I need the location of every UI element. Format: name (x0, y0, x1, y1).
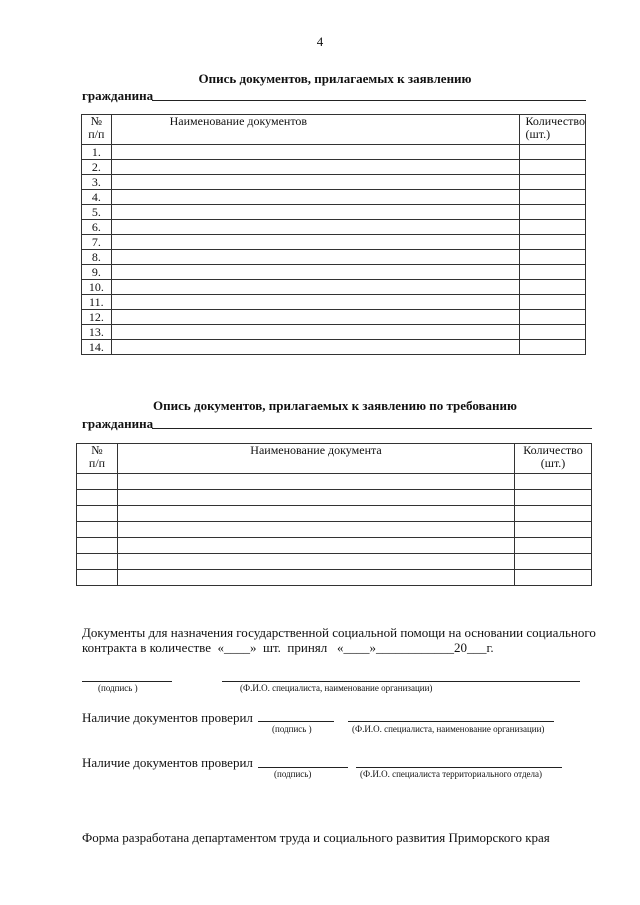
list1-table (81, 114, 586, 355)
list1-row-qty-cell[interactable] (519, 160, 585, 175)
list1-row-number: 11. (82, 295, 112, 310)
list1-row (82, 250, 586, 265)
check1-signature-caption: (подпись ) (272, 724, 312, 734)
list1-row-number: 1. (82, 145, 112, 160)
list2-header-qty: Количество (шт.) (515, 444, 592, 474)
list2-header-name: Наименование документа (118, 444, 515, 474)
list1-row-name-cell[interactable] (111, 205, 519, 220)
list1-row-name-cell[interactable] (111, 220, 519, 235)
list1-row-qty-cell[interactable] (519, 235, 585, 250)
list1-row-qty-cell[interactable] (519, 280, 585, 295)
acceptance-name-line (222, 680, 580, 682)
list1-row-name-cell[interactable] (111, 235, 519, 250)
list1-row-qty-cell[interactable] (519, 220, 585, 235)
check1-name-caption: (Ф.И.О. специалиста, наименование организации) (352, 724, 545, 734)
page-number: 4 (316, 34, 324, 49)
list1-row-name-cell[interactable] (111, 280, 519, 295)
list2-row-num-cell[interactable] (77, 554, 118, 570)
list2-row-num-cell[interactable] (77, 570, 118, 586)
list2-row-qty-cell[interactable] (515, 490, 592, 506)
list2-citizen-label: гражданина (82, 416, 154, 431)
check2-signature-caption: (подпись) (274, 769, 312, 779)
list1-row-qty-cell[interactable] (519, 325, 585, 340)
list2-row-num-cell[interactable] (77, 490, 118, 506)
check1-signature-line (258, 720, 334, 722)
list1-row-name-cell[interactable] (111, 295, 519, 310)
list1-row-number: 2. (82, 160, 112, 175)
list2-row-qty-cell[interactable] (515, 474, 592, 490)
list1-row-name-cell[interactable] (111, 325, 519, 340)
list1-row (82, 190, 586, 205)
check1-name-line (348, 720, 554, 722)
list1-row-name-cell[interactable] (111, 310, 519, 325)
acceptance-line1: Документы для назначения государственной социальной помощи на основании социального (82, 625, 596, 640)
list1-row-number: 5. (82, 205, 112, 220)
check1-label: Наличие документов проверил (82, 710, 253, 725)
list2-row-qty-cell[interactable] (515, 538, 592, 554)
list1-header-num: № п/п (82, 115, 112, 145)
list1-row (82, 310, 586, 325)
list1-title: Опись документов, прилагаемых к заявлению (198, 71, 472, 86)
list2-table (76, 443, 592, 586)
list1-citizen-line (152, 88, 586, 101)
list1-row-name-cell[interactable] (111, 340, 519, 355)
list1-row-qty-cell[interactable] (519, 145, 585, 160)
list2-row-num-cell[interactable] (77, 522, 118, 538)
list1-header-qty: Количество (шт.) (519, 115, 585, 145)
list1-row-number: 7. (82, 235, 112, 250)
list2-row (77, 490, 592, 506)
list1-row (82, 325, 586, 340)
list1-row-number: 13. (82, 325, 112, 340)
list1-row-number: 8. (82, 250, 112, 265)
list2-row (77, 538, 592, 554)
list1-row-qty-cell[interactable] (519, 250, 585, 265)
list1-row-name-cell[interactable] (111, 265, 519, 280)
list1-row (82, 280, 586, 295)
list2-row-num-cell[interactable] (77, 474, 118, 490)
list1-row-number: 9. (82, 265, 112, 280)
list1-row (82, 235, 586, 250)
acceptance-signature-line (82, 680, 172, 682)
list1-row-name-cell[interactable] (111, 250, 519, 265)
list1-row-qty-cell[interactable] (519, 175, 585, 190)
list2-row (77, 522, 592, 538)
list2-row-name-cell[interactable] (118, 474, 515, 490)
list1-row-name-cell[interactable] (111, 190, 519, 205)
list1-row (82, 175, 586, 190)
list1-row-qty-cell[interactable] (519, 295, 585, 310)
list2-row (77, 570, 592, 586)
footer-note: Форма разработана департаментом труда и социального развития Приморского края (82, 830, 550, 845)
list1-row-number: 4. (82, 190, 112, 205)
list1-row (82, 160, 586, 175)
list2-row-name-cell[interactable] (118, 490, 515, 506)
list1-row-qty-cell[interactable] (519, 205, 585, 220)
list1-row-qty-cell[interactable] (519, 340, 585, 355)
list2-row-num-cell[interactable] (77, 538, 118, 554)
list2-row-qty-cell[interactable] (515, 522, 592, 538)
list1-row-name-cell[interactable] (111, 175, 519, 190)
list1-row-qty-cell[interactable] (519, 310, 585, 325)
list1-row (82, 340, 586, 355)
list2-row (77, 554, 592, 570)
list2-row-name-cell[interactable] (118, 570, 515, 586)
list2-row-name-cell[interactable] (118, 554, 515, 570)
list1-row-number: 12. (82, 310, 112, 325)
list2-row-qty-cell[interactable] (515, 506, 592, 522)
list1-citizen-label: гражданина (82, 88, 154, 103)
list2-row-num-cell[interactable] (77, 506, 118, 522)
list1-row (82, 220, 586, 235)
acceptance-name-caption: (Ф.И.О. специалиста, наименование организации) (240, 683, 433, 693)
check2-name-line (356, 766, 562, 768)
list2-title: Опись документов, прилагаемых к заявлению по требованию (153, 398, 517, 413)
list1-header-name: Наименование документов (111, 115, 519, 145)
acceptance-signature-caption: (подпись ) (98, 683, 138, 693)
list1-row (82, 265, 586, 280)
list1-row (82, 295, 586, 310)
list2-rows (77, 474, 592, 586)
list1-row-number: 3. (82, 175, 112, 190)
list2-citizen-line (152, 416, 592, 429)
check2-signature-line (258, 766, 348, 768)
list1-row (82, 145, 586, 160)
check2-name-caption: (Ф.И.О. специалиста территориального отдела) (360, 769, 543, 779)
list1-row-name-cell[interactable] (111, 160, 519, 175)
list1-rows (82, 145, 586, 355)
list2-row-qty-cell[interactable] (515, 570, 592, 586)
list1-row-qty-cell[interactable] (519, 265, 585, 280)
list1-row-qty-cell[interactable] (519, 190, 585, 205)
list1-row-number: 6. (82, 220, 112, 235)
list2-row-name-cell[interactable] (118, 506, 515, 522)
list2-header-num: № п/п (77, 444, 118, 474)
list1-row-number: 10. (82, 280, 112, 295)
list2-row-name-cell[interactable] (118, 538, 515, 554)
list2-row (77, 474, 592, 490)
list2-row (77, 506, 592, 522)
list1-row-name-cell[interactable] (111, 145, 519, 160)
list2-row-qty-cell[interactable] (515, 554, 592, 570)
list2-row-name-cell[interactable] (118, 522, 515, 538)
list1-row-number: 14. (82, 340, 112, 355)
check2-label: Наличие документов проверил (82, 755, 253, 770)
list1-row (82, 205, 586, 220)
acceptance-line2: контракта в количестве «____» шт. принял «____»____________20___г. (82, 640, 494, 655)
